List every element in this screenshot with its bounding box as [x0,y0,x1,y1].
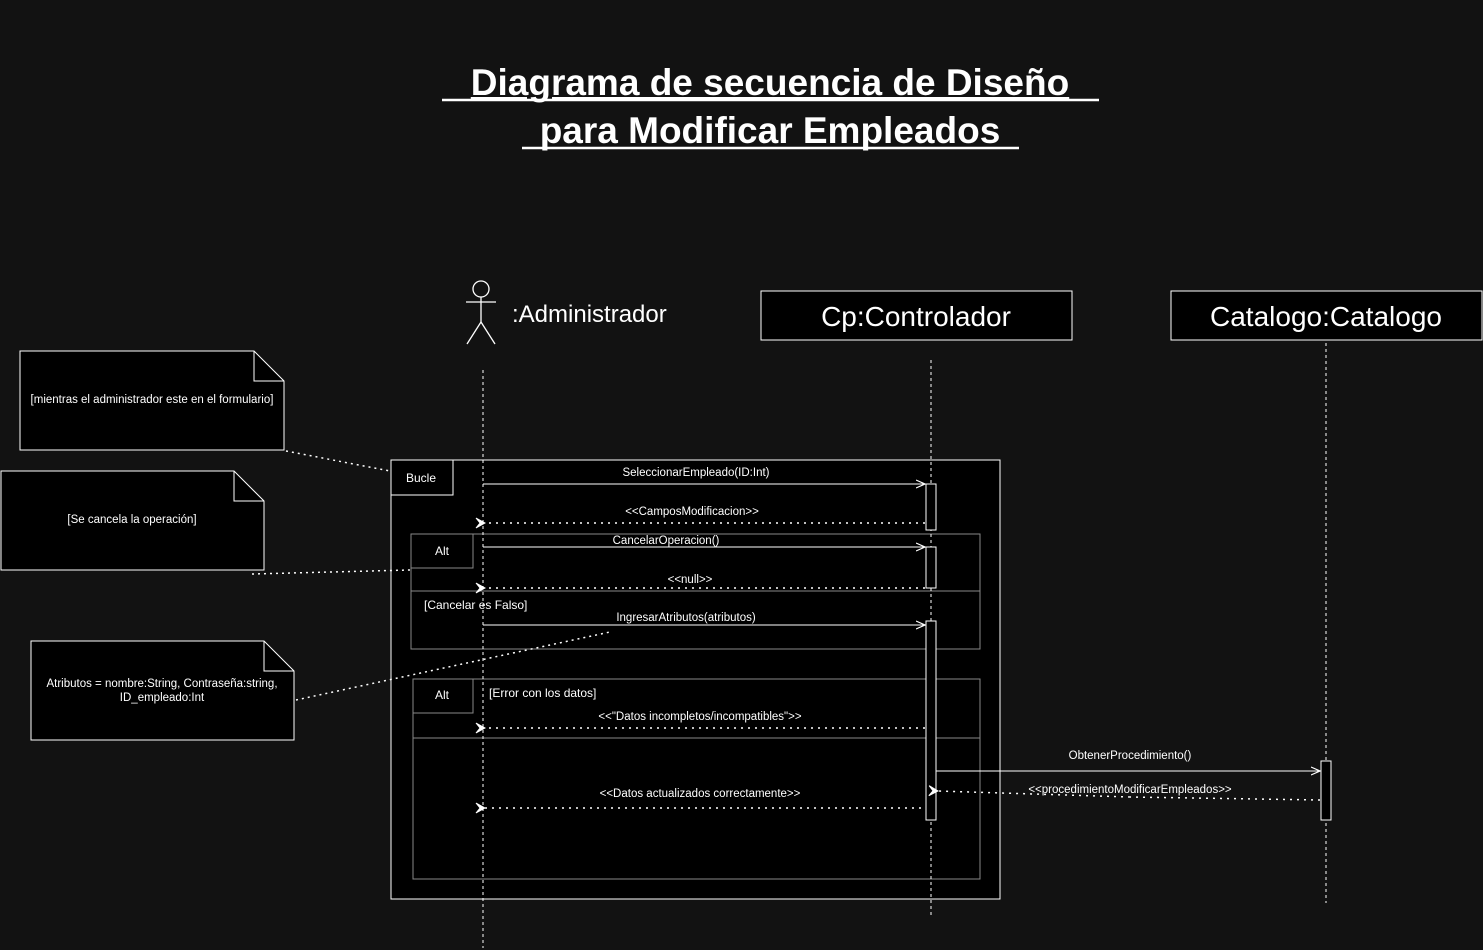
alt2-guard: [Error con los datos] [489,686,597,700]
participant-controlador-label: Cp:Controlador [821,301,1011,332]
participant-controlador[interactable] [761,291,1072,340]
actor-head-icon [473,281,489,297]
participant-catalogo[interactable] [1171,291,1482,340]
message-label: <<null>> [667,574,713,586]
note-text-line-2: ID_empleado:Int [119,692,205,704]
activation-bar-controlador-3 [926,621,936,820]
note-loop-condition[interactable] [20,351,284,450]
message-label: <<procedimientoModificarEmpleados>> [1028,784,1232,796]
note-cancel[interactable] [1,471,264,570]
message-label: <<Datos actualizados correctamente>> [599,788,801,800]
message-label: CancelarOperacion() [612,535,720,547]
title-line-2: para Modificar Empleados [539,110,1001,151]
note-text-line-1: Atributos = nombre:String, Contraseña:string, [46,678,278,690]
activation-bar-catalogo [1321,761,1331,820]
participant-catalogo-label: Catalogo:Catalogo [1210,301,1442,332]
activation-bar-controlador-2 [926,547,936,588]
message-label: ObtenerProcedimiento() [1068,750,1192,762]
note-connector-cancel [252,570,410,574]
note-text: [mientras el administrador este en el formulario] [30,394,274,406]
loop-label: Bucle [405,471,437,485]
message-label: <<CamposModificacion>> [625,506,759,518]
activation-bar-controlador-1 [926,484,936,530]
message-label: SeleccionarEmpleado(ID:Int) [622,467,770,479]
title-line-1: Diagrama de secuencia de Diseño [470,62,1070,103]
note-connector-loop [286,451,390,471]
alt1-label: Alt [434,544,450,558]
alt1-guard: [Cancelar es Falso] [424,598,528,612]
diagram-title [442,62,1099,151]
note-text: [Se cancela la operación] [67,514,197,526]
message-label: <<"Datos incompletos/incompatibles">> [598,711,802,723]
actor-administrador[interactable] [466,281,667,344]
actor-label: :Administrador [512,301,667,328]
note-attributes[interactable] [31,641,294,740]
alt2-label: Alt [434,688,450,702]
message-label: IngresarAtributos(atributos) [616,612,756,624]
